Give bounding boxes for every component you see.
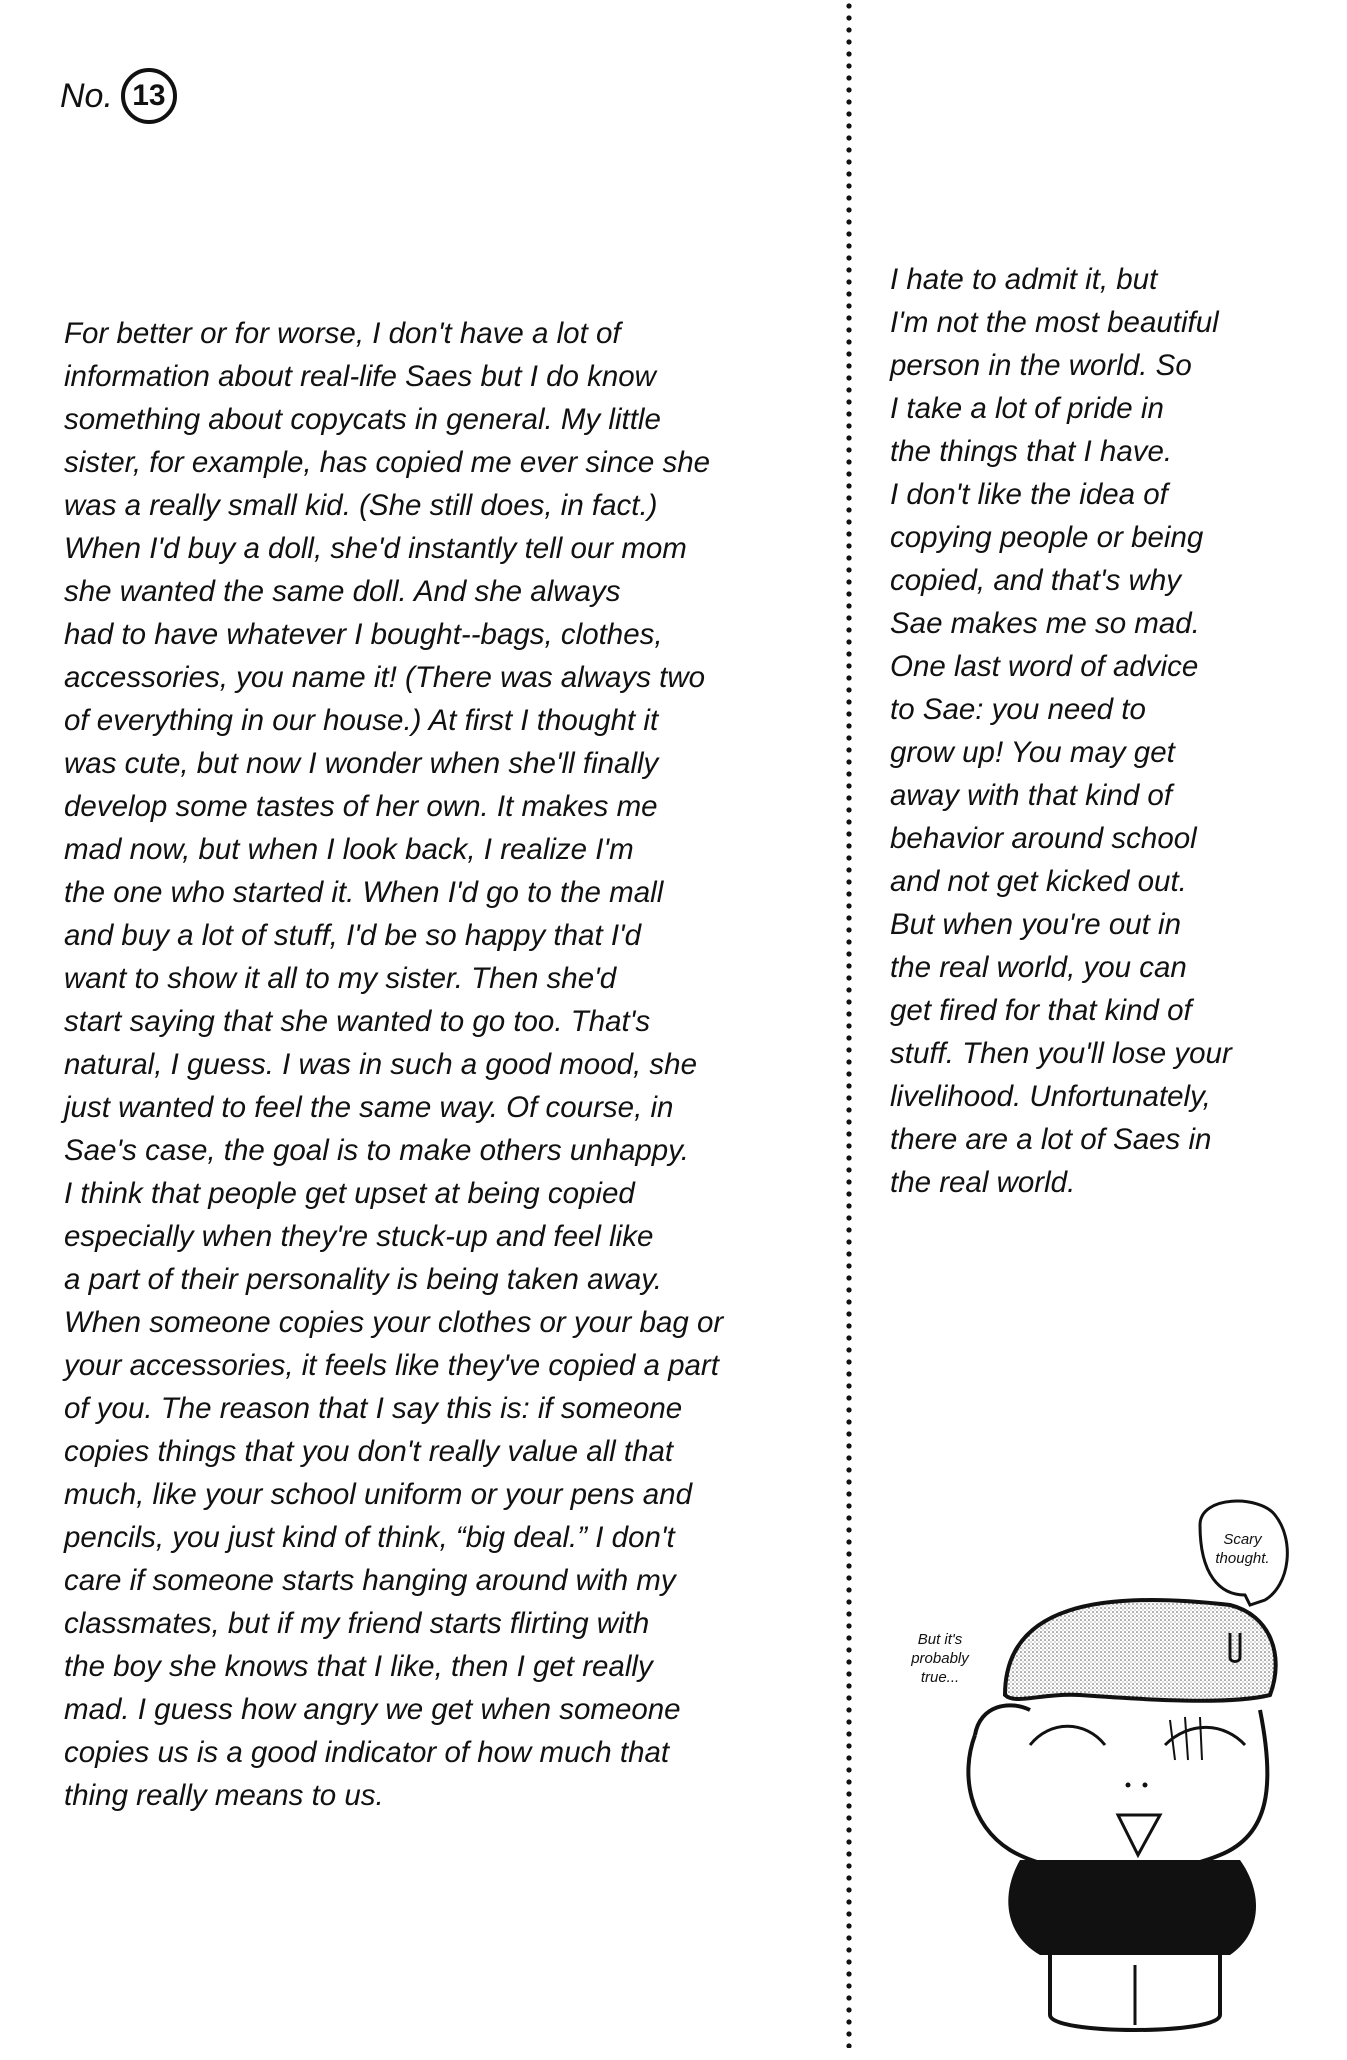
text-line: the things that I have. (890, 435, 1173, 468)
text-line: she wanted the same doll. And she always (64, 575, 621, 608)
text-line: to Sae: you need to (890, 693, 1146, 726)
text-line: copied, and that's why (890, 564, 1181, 597)
speech-bubble-scary-thought (1195, 1530, 1290, 1568)
text-line: I don't like the idea of (890, 478, 1168, 511)
text-line: person in the world. So (890, 349, 1192, 382)
text-line: sister, for example, has copied me ever since she (64, 446, 711, 479)
text-line: especially when they're stuck-up and feel like (64, 1220, 654, 1253)
text-line: the boy she knows that I like, then I get really (64, 1650, 653, 1683)
text-line: of everything in our house.) At first I thought it (64, 704, 659, 737)
bubble-line: Scary (1223, 1531, 1262, 1548)
right-column-text (890, 258, 1232, 1204)
text-line: copies us is a good indicator of how much that (64, 1736, 670, 1769)
text-line: had to have whatever I bought--bags, clothes, (64, 618, 663, 651)
text-line: information about real-life Saes but I do know (64, 360, 656, 393)
text-line: there are a lot of Saes in (890, 1123, 1212, 1156)
text-line: One last word of advice (890, 650, 1199, 683)
text-line: away with that kind of (890, 779, 1173, 812)
text-line: get fired for that kind of (890, 994, 1192, 1027)
text-line: behavior around school (890, 822, 1197, 855)
left-column-text (64, 312, 723, 1817)
text-line: the real world, you can (890, 951, 1187, 984)
text-line: Sae's case, the goal is to make others unhappy. (64, 1134, 689, 1167)
character-drawing (900, 1495, 1340, 2055)
text-line: For better or for worse, I don't have a lot of (64, 317, 621, 350)
text-line: start saying that she wanted to go too. That's (64, 1005, 651, 1038)
text-line: When someone copies your clothes or your bag or (64, 1306, 724, 1339)
entry-number-circle: 13 (121, 68, 177, 124)
note-line: probably (911, 1650, 969, 1667)
text-line: and not get kicked out. (890, 865, 1187, 898)
text-line: grow up! You may get (890, 736, 1175, 769)
text-line: copies things that you don't really value all that (64, 1435, 674, 1468)
text-line: of you. The reason that I say this is: if someone (64, 1392, 683, 1425)
text-line: livelihood. Unfortunately, (890, 1080, 1211, 1113)
text-line: thing really means to us. (64, 1779, 384, 1812)
text-line: and buy a lot of stuff, I'd be so happy that I'd (64, 919, 642, 952)
dotted-divider (846, 0, 852, 2048)
note-line: But it's (917, 1631, 963, 1648)
text-line: copying people or being (890, 521, 1204, 554)
text-line: When I'd buy a doll, she'd instantly tell our mom (64, 532, 687, 565)
text-line: pencils, you just kind of think, “big deal.” I don't (64, 1521, 675, 1554)
text-line: want to show it all to my sister. Then she'd (64, 962, 617, 995)
text-line: natural, I guess. I was in such a good mood, she (64, 1048, 697, 1081)
text-line: develop some tastes of her own. It makes me (64, 790, 658, 823)
text-line: a part of their personality is being taken away. (64, 1263, 662, 1296)
text-line: I'm not the most beautiful (890, 306, 1219, 339)
text-line: mad now, but when I look back, I realize I'm (64, 833, 634, 866)
bubble-line: thought. (1215, 1550, 1270, 1567)
text-line: the one who started it. When I'd go to the mall (64, 876, 664, 909)
text-line: I take a lot of pride in (890, 392, 1164, 425)
entry-number (60, 68, 177, 124)
side-note-probably-true (900, 1630, 980, 1687)
text-line: care if someone starts hanging around with my (64, 1564, 676, 1597)
text-line: stuff. Then you'll lose your (890, 1037, 1232, 1070)
text-line: mad. I guess how angry we get when someone (64, 1693, 681, 1726)
text-line: much, like your school uniform or your pens and (64, 1478, 692, 1511)
text-line: was cute, but now I wonder when she'll finally (64, 747, 659, 780)
text-line: accessories, you name it! (There was always two (64, 661, 706, 694)
text-line: I think that people get upset at being copied (64, 1177, 635, 1210)
entry-prefix: No. (60, 76, 113, 115)
text-line: just wanted to feel the same way. Of course, in (64, 1091, 674, 1124)
note-line: true... (920, 1669, 960, 1686)
text-line: I hate to admit it, but (890, 263, 1158, 296)
text-line: But when you're out in (890, 908, 1181, 941)
text-line: something about copycats in general. My little (64, 403, 661, 436)
text-line: Sae makes me so mad. (890, 607, 1200, 640)
text-line: your accessories, it feels like they've copied a part (64, 1349, 719, 1382)
text-line: was a really small kid. (She still does, in fact.) (64, 489, 658, 522)
text-line: the real world. (890, 1166, 1076, 1199)
chibi-character-illustration (900, 1495, 1340, 2060)
text-line: classmates, but if my friend starts flirting with (64, 1607, 650, 1640)
